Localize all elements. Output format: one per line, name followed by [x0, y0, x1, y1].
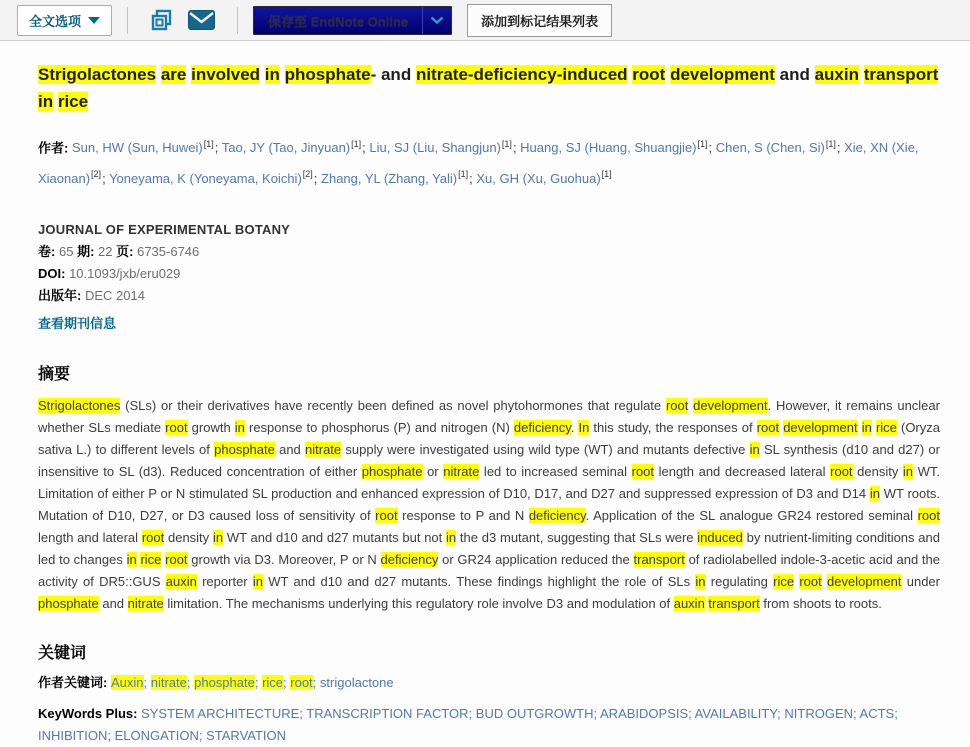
highlighted-term: induced: [697, 529, 743, 545]
keywords-plus-link[interactable]: STARVATION: [206, 727, 287, 743]
text-segment: . However, it remains unclear whether SLs mediate: [38, 397, 940, 435]
text-segment: and: [774, 65, 815, 84]
highlighted-term: phosphate: [284, 65, 371, 84]
author-affiliation-sup: [1]: [825, 139, 836, 149]
highlighted-term: rice: [875, 419, 897, 435]
keywords-plus-label: KeyWords Plus:: [38, 705, 138, 721]
text-segment: or GR24 application reduced the: [438, 551, 634, 567]
doi-value: 10.1093/jxb/eru029: [69, 265, 181, 281]
author-affiliation-sup: [1]: [351, 139, 362, 149]
highlighted-term: deficiency: [380, 551, 439, 567]
printer-icon: [150, 8, 174, 32]
highlighted-term: development: [670, 65, 775, 84]
keyword-separator: ;: [777, 705, 785, 721]
email-button[interactable]: [181, 10, 222, 30]
highlighted-term: root: [665, 397, 689, 413]
keyword-separator: ;: [299, 705, 307, 721]
fulltext-options-button[interactable]: [17, 5, 112, 36]
text-segment: and: [274, 441, 306, 457]
text-segment: WT and d10 and d27 mutants but not: [223, 529, 447, 545]
highlighted-term: auxin: [814, 65, 859, 84]
authors-block: [38, 131, 940, 192]
issue-value: 22: [98, 243, 113, 259]
print-button[interactable]: [143, 8, 181, 32]
highlighted-term: in: [861, 419, 872, 435]
text-segment: growth: [187, 419, 235, 435]
highlighted-term: in: [212, 529, 224, 545]
volume-label: 卷:: [38, 243, 56, 259]
keywords-plus-link[interactable]: ACTS: [859, 705, 895, 721]
highlighted-term: rice: [140, 551, 162, 567]
highlighted-term: transport: [633, 551, 685, 567]
email-icon: [188, 10, 215, 30]
authors-label: 作者:: [38, 140, 69, 156]
author-affiliation-sup: [1]: [501, 139, 512, 149]
highlighted-term: rice: [57, 92, 89, 111]
journal-title: JOURNAL OF EXPERIMENTAL BOTANY: [38, 221, 291, 237]
chevron-down-icon: [430, 16, 444, 25]
text-segment: length and decreased lateral: [654, 463, 831, 479]
highlighted-term: root: [631, 463, 655, 479]
keyword-separator: ;: [283, 674, 291, 690]
highlighted-term: rice: [773, 573, 795, 589]
author-keywords-label: 作者关键词:: [38, 674, 108, 690]
highlighted-term: development: [783, 419, 858, 435]
highlighted-term: deficiency: [513, 419, 571, 435]
highlighted-term: transport: [708, 595, 760, 611]
keywords-plus-link[interactable]: ARABIDOPSIS: [600, 705, 689, 721]
text-segment: SL synthesis (d10 and d27) or insensitive to SL (d3). Reduced concentration of either: [38, 441, 940, 479]
record-content: [0, 61, 970, 747]
highlighted-term: in: [252, 573, 264, 589]
keyword-separator: ;: [593, 705, 601, 721]
highlighted-term: root: [165, 551, 188, 567]
author-link[interactable]: Xu, GH (Xu, Guohua): [476, 170, 601, 186]
highlighted-term: Strigolactones: [38, 397, 121, 413]
highlighted-term: in: [695, 573, 706, 589]
author-keyword-link[interactable]: phosphate: [194, 674, 255, 690]
author-affiliation-sup: [1]: [203, 139, 214, 149]
highlighted-term: development: [827, 573, 902, 589]
text-segment: under: [901, 573, 940, 589]
text-segment: WT roots. Mutation of D10, D27, or D3 caused loss of sensitivity of: [38, 485, 940, 523]
text-segment: response to phosphorus (P) and nitrogen (N): [244, 419, 514, 435]
pages-label: 页:: [116, 243, 134, 259]
authors-list: Sun, HW (Sun, Huwei)[1]; Tao, JY (Tao, Jinyuan)[1]; Liu, SJ (Liu, Shangjun)[1]; Huang, SJ (Huang, Shuangjie)[1]; Chen, S (Chen, Si)[1]; Xie, XN (Xie, Xiaonan)[2]; Yoneyama, K (Yoneyama, Koichi)[2]; Zhang, YL (Zhang, Yali)[1]; Xu, GH (Xu, Guohua)[1]: [38, 139, 919, 186]
text-segment: the d3 mutant, suggesting that SLs were: [456, 529, 698, 545]
keywords-plus-link[interactable]: BUD OUTGROWTH: [475, 705, 594, 721]
highlighted-term: Strigolactones: [38, 65, 157, 84]
keywords-plus-link[interactable]: NITROGEN: [784, 705, 854, 721]
highlighted-term: in: [264, 65, 280, 84]
text-segment: of radiolabelled indole-3-acetic acid and the activity of DR5::GUS: [38, 551, 940, 589]
save-to-endnote-button[interactable]: [253, 6, 452, 35]
highlighted-term: nitrate: [443, 463, 480, 479]
highlighted-term: deficiency: [528, 507, 586, 523]
volume-value: 65: [58, 243, 74, 259]
keywords-plus-link[interactable]: SYSTEM ARCHITECTURE: [141, 705, 300, 721]
author-affiliation-sup: [1]: [601, 169, 612, 180]
save-to-endnote-label: 保存至 EndNote Online: [268, 13, 409, 29]
author-keyword-link[interactable]: root: [290, 674, 313, 690]
highlighted-term: transport: [863, 65, 939, 84]
author-link[interactable]: Yoneyama, K (Yoneyama, Koichi): [109, 170, 302, 186]
keywords-plus-line: [38, 703, 940, 747]
keyword-separator: ;: [107, 727, 115, 743]
author-keyword-link[interactable]: strigolactone: [319, 674, 394, 690]
highlighted-term: in: [869, 485, 880, 501]
keywords-plus-link[interactable]: INHIBITION: [38, 727, 108, 743]
pages-value: 6735-6746: [137, 243, 200, 259]
highlighted-term: root: [756, 419, 780, 435]
text-segment: density: [164, 529, 213, 545]
keyword-separator: ;: [254, 674, 263, 690]
keywords-plus-link[interactable]: TRANSCRIPTION FACTOR: [306, 705, 469, 721]
highlighted-term: in: [126, 551, 137, 567]
text-segment: (SLs) or their derivatives have recently been defined as novel phytohormones that regulate: [120, 397, 666, 413]
keywords-heading: 关键词: [38, 644, 87, 662]
keyword-separator: ;: [143, 674, 151, 690]
toolbar: [0, 0, 970, 41]
text-segment: or: [422, 463, 444, 479]
text-segment: response to P and N: [397, 507, 529, 523]
keyword-separator: ;: [198, 727, 207, 743]
author-affiliation-sup: [2]: [302, 169, 313, 180]
highlighted-term: in: [38, 92, 54, 111]
author-link[interactable]: Liu, SJ (Liu, Shangjun): [369, 140, 501, 156]
author-keyword-link[interactable]: nitrate: [150, 674, 187, 690]
toolbar-divider: [237, 7, 238, 34]
highlighted-term: root: [165, 419, 188, 435]
text-segment: from shoots to roots.: [759, 595, 882, 611]
highlighted-term: phosphate: [361, 463, 423, 479]
author-link[interactable]: Tao, JY (Tao, Jinyuan): [221, 140, 351, 156]
author-link[interactable]: Zhang, YL (Zhang, Yali): [321, 170, 458, 186]
highlighted-term: nitrate-deficiency-induced: [415, 65, 628, 84]
text-segment: density: [852, 463, 903, 479]
keywords-plus-link[interactable]: ELONGATION: [114, 727, 199, 743]
author-link[interactable]: Chen, S (Chen, Si): [715, 140, 825, 156]
highlighted-term: root: [799, 573, 822, 589]
text-segment: WT. Limitation of either P or N stimulated SL production and enhanced expression of D10, D17, and D27 and suppressed expression of D3 and D14: [38, 463, 940, 501]
text-segment: limitation. The mechanisms underlying this regulatory role involve D3 and modulation of: [163, 595, 674, 611]
text-segment: - and: [370, 65, 416, 84]
highlighted-term: phosphate: [38, 595, 99, 611]
highlighted-term: phosphate: [214, 441, 275, 457]
author-keywords-list: [111, 675, 394, 690]
author-affiliation-sup: [1]: [458, 169, 469, 180]
text-segment: .: [570, 419, 579, 435]
toolbar-divider: [127, 7, 128, 34]
article-title: [38, 61, 940, 115]
keyword-separator: ;: [468, 705, 476, 721]
highlighted-term: root: [141, 529, 165, 545]
keywords-plus-list: [38, 706, 898, 743]
abstract-text: [38, 395, 940, 615]
issue-label: 期:: [77, 243, 95, 259]
text-segment: growth via D3. Moreover, P or N: [187, 551, 381, 567]
author-keyword-link[interactable]: rice: [262, 674, 284, 690]
highlighted-term: root: [632, 65, 666, 84]
highlighted-term: in: [446, 529, 457, 545]
highlighted-term: in: [749, 441, 760, 457]
text-segment: WT and d10 and d27 mutants. These findings highlight the role of SLs: [263, 573, 696, 589]
author-link[interactable]: Xie, XN (Xie, Xiaonan): [38, 140, 919, 186]
text-segment: this study, the responses of: [589, 419, 757, 435]
pub-year-value: DEC 2014: [84, 287, 145, 303]
doi-line: [38, 267, 940, 281]
highlighted-term: root: [375, 507, 398, 523]
pub-year-line: [38, 289, 940, 303]
keyword-separator: ;: [688, 705, 695, 721]
author-keywords-line: [38, 672, 940, 694]
text-segment: reporter: [196, 573, 253, 589]
keywords-plus-link[interactable]: AVAILABILITY: [694, 705, 778, 721]
keyword-separator: ;: [894, 705, 898, 721]
highlighted-term: root: [830, 463, 853, 479]
highlighted-term: development: [693, 397, 768, 413]
add-to-marked-list-button[interactable]: 添加到标记结果列表: [467, 4, 612, 37]
highlighted-term: In: [578, 419, 590, 435]
highlighted-term: nitrate: [305, 441, 342, 457]
text-segment: led to increased seminal: [479, 463, 632, 479]
text-segment: length and lateral: [38, 529, 142, 545]
highlighted-term: in: [902, 463, 914, 479]
text-segment: and: [98, 595, 128, 611]
author-affiliation-sup: [1]: [697, 139, 708, 149]
volume-issue-pages-line: [38, 245, 940, 259]
highlighted-term: auxin: [673, 595, 705, 611]
author-affiliation-sup: [2]: [91, 169, 102, 180]
author-link[interactable]: Huang, SJ (Huang, Shuangjie): [520, 140, 697, 156]
keyword-separator: ;: [312, 674, 320, 690]
fulltext-options-label: 全文选项: [29, 13, 82, 29]
text-segment: . Application of the SL analogue GR24 restored seminal: [585, 507, 918, 523]
doi-label: DOI:: [38, 265, 66, 281]
text-segment: [280, 65, 285, 84]
highlighted-term: are: [160, 65, 187, 84]
endnote-dropdown-toggle[interactable]: [422, 7, 451, 34]
view-journal-info-link[interactable]: 查看期刊信息: [38, 315, 117, 331]
text-segment: by nutrient-limiting conditions and led to changes: [38, 529, 940, 567]
highlighted-term: root: [917, 507, 940, 523]
abstract-heading: 摘要: [38, 365, 71, 383]
author-keyword-link[interactable]: Auxin: [110, 674, 144, 690]
keyword-separator: ;: [186, 674, 195, 690]
keyword-separator: ;: [853, 705, 860, 721]
author-link[interactable]: Sun, HW (Sun, Huwei): [71, 140, 203, 156]
highlighted-term: in: [234, 419, 245, 435]
highlighted-term: auxin: [165, 573, 197, 589]
text-segment: supply were investigated using wild type (WT) and mutants defective: [341, 441, 750, 457]
text-segment: (Oryza sativa L.) to different levels of: [38, 419, 940, 457]
text-segment: regulating: [705, 573, 774, 589]
highlighted-term: nitrate: [127, 595, 164, 611]
highlighted-term: involved: [191, 65, 261, 84]
pub-year-label: 出版年:: [38, 287, 82, 303]
caret-down-icon: [88, 17, 100, 24]
